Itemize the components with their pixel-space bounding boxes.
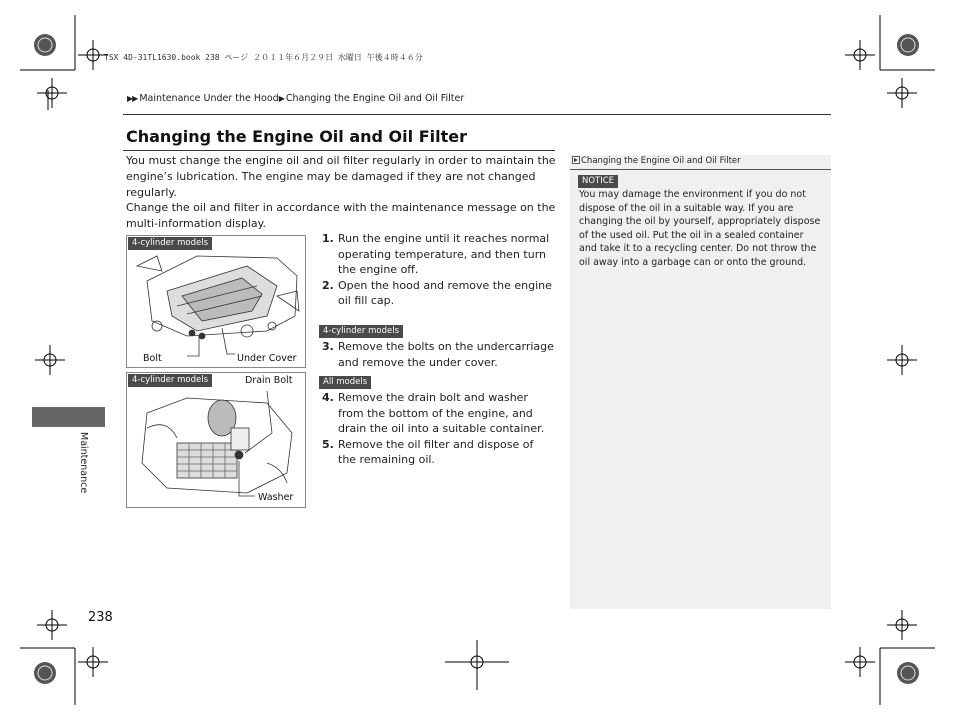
page-number: 238 [88, 610, 113, 625]
notice-text: You may damage the environment if you do not dispose of the oil in a suitable way. If you are changing the oil by yourself, appropriately dispose of the used oil. Put the oil in a sealed container and take it to a recycling center. Do not throw the oil away into a garbage can or onto the ground. [579, 189, 821, 268]
step-item: 2. Open the hood and remove the engine oil fill cap. [322, 278, 552, 307]
steps-list-c [322, 390, 554, 468]
step-item: 5. Remove the oil filter and dispose of the remaining oil. [322, 437, 534, 466]
breadcrumb-current: Changing the Engine Oil and Oil Filter [285, 93, 465, 104]
step-item: 4. Remove the drain bolt and washer from the bottom of the engine, and drain the oil into a suitable container. [322, 391, 545, 435]
model-tag-all: All models [319, 376, 371, 389]
breadcrumb [127, 93, 464, 104]
breadcrumb-arrows-icon: ▶▶ [127, 94, 138, 103]
bolt-label: Bolt [143, 353, 162, 364]
section-tab-label: Maintenance [78, 432, 89, 494]
notice-badge: NOTICE [578, 175, 618, 188]
figure-model-tag: 4-cylinder models [128, 374, 212, 387]
page-title: Changing the Engine Oil and Oil Filter [126, 127, 467, 146]
steps-list-a [322, 231, 554, 309]
notes-heading: Changing the Engine Oil and Oil Filter [570, 156, 833, 166]
figure-model-tag: 4-cylinder models [128, 237, 212, 250]
reference-arrow-icon [572, 156, 580, 164]
section-tab-marker[interactable] [32, 407, 105, 427]
engine-drain-drawing [127, 373, 305, 507]
steps-list-b [322, 339, 554, 370]
model-tag-4-cylinder: 4-cylinder models [319, 325, 403, 338]
under-cover-label: Under Cover [237, 353, 297, 364]
intro-paragraph-2: Change the oil and filter in accordance with the maintenance message on the multi-information display. [126, 201, 556, 230]
drain-bolt-label: Drain Bolt [245, 375, 293, 386]
engine-undercarriage-drawing [127, 236, 305, 367]
washer-label: Washer [258, 492, 294, 503]
notes-rule [570, 169, 831, 170]
step-item: 3. Remove the bolts on the undercarriage and remove the under cover. [322, 340, 554, 369]
under-cover-illustration [126, 235, 306, 368]
title-rule [123, 150, 555, 151]
drain-bolt-illustration [126, 372, 306, 508]
breadcrumb-separator-icon: ▶ [278, 94, 284, 103]
breadcrumb-link-maintenance[interactable]: Maintenance Under the Hood [139, 93, 279, 104]
step-item: 1. Run the engine until it reaches normal operating temperature, and then turn the engine off. [322, 232, 550, 276]
header-rule [123, 114, 831, 115]
intro-paragraph-1: You must change the engine oil and oil filter regularly in order to maintain the engine’s lubrication. The engine may be damaged if they are not changed regularly. [126, 154, 556, 199]
print-info-line: TSX 4D-31TL1630.book 238 ページ ２０１１年６月２９日 水曜日 午後４時４６分 [104, 53, 423, 62]
